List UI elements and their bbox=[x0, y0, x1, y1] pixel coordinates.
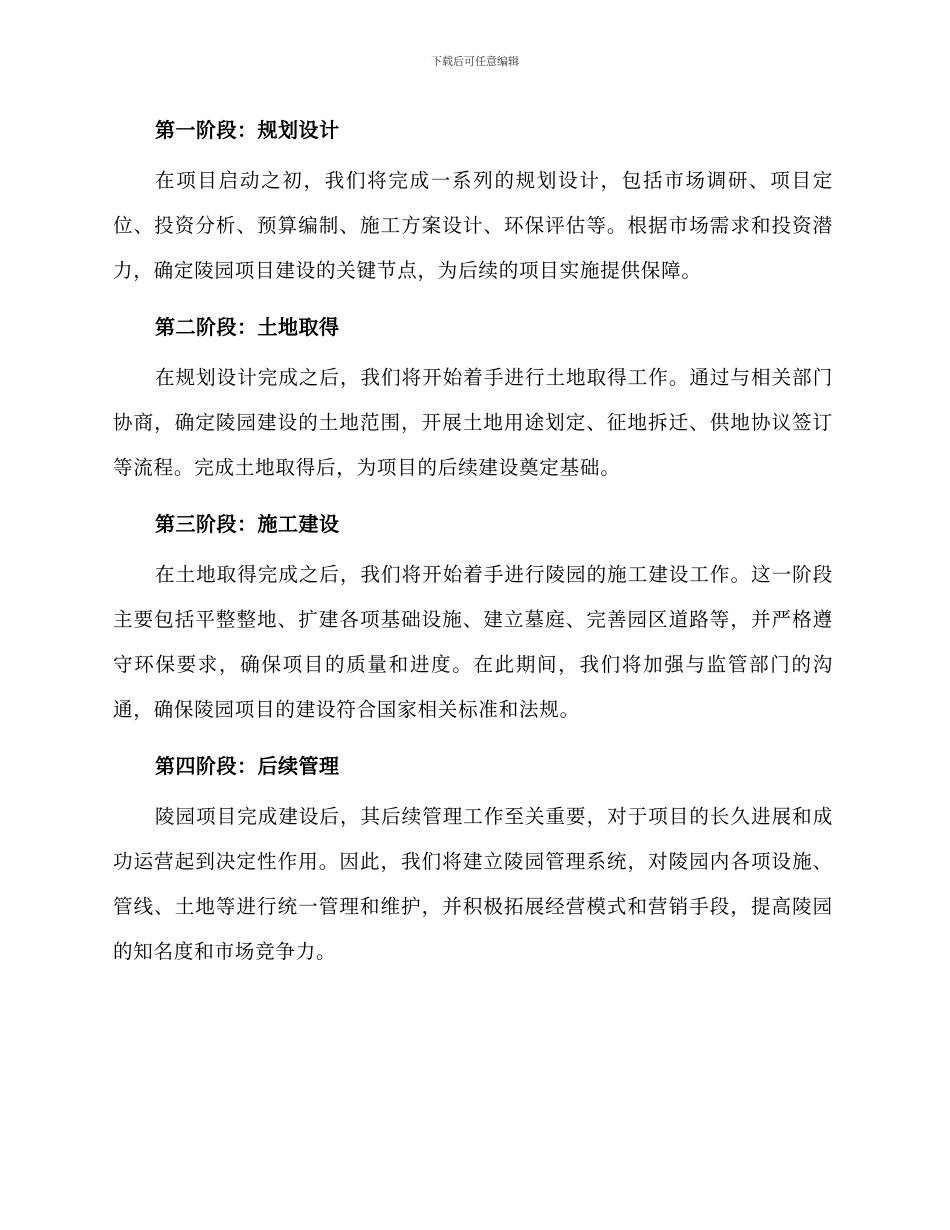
section-heading-phase-2: 第二阶段：土地取得 bbox=[155, 315, 340, 339]
section-heading-phase-1: 第一阶段：规划设计 bbox=[155, 118, 340, 142]
section-body-phase-2: 在规划设计完成之后，我们将开始着手进行土地取得工作。通过与相关部门协商，确定陵园建设的土地范围，开展土地用途划定、征地拆迁、供地协议签订等流程。完成土地取得后，为项目的后续建设奠定基础。 bbox=[113, 366, 833, 479]
section-body-phase-4: 陵园项目完成建设后，其后续管理工作至关重要，对于项目的长久进展和成功运营起到决定性作用。因此，我们将建立陵园管理系统，对陵园内各项设施、管线、土地等进行统一管理和维护，并积极拓展经营模式和营销手段，提高陵园的知名度和市场竞争力。 bbox=[113, 805, 833, 963]
section-body-phase-3: 在土地取得完成之后，我们将开始着手进行陵园的施工建设工作。这一阶段主要包括平整整地、扩建各项基础设施、建立墓庭、完善园区道路等，并严格遵守环保要求，确保项目的质量和进度。在此期间，我们将加强与监管部门的沟通，确保陵园项目的建设符合国家相关标准和法规。 bbox=[113, 563, 833, 721]
page-header: 下载后可任意编辑 bbox=[431, 55, 519, 68]
section-heading-phase-4: 第四阶段：后续管理 bbox=[155, 754, 340, 778]
section-heading-phase-3: 第三阶段：施工建设 bbox=[155, 512, 340, 536]
section-body-phase-1: 在项目启动之初，我们将完成一系列的规划设计，包括市场调研、项目定位、投资分析、预算编制、施工方案设计、环保评估等。根据市场需求和投资潜力，确定陵园项目建设的关键节点，为后续的项目实施提供保障。 bbox=[113, 169, 833, 282]
document-body bbox=[113, 110, 833, 988]
